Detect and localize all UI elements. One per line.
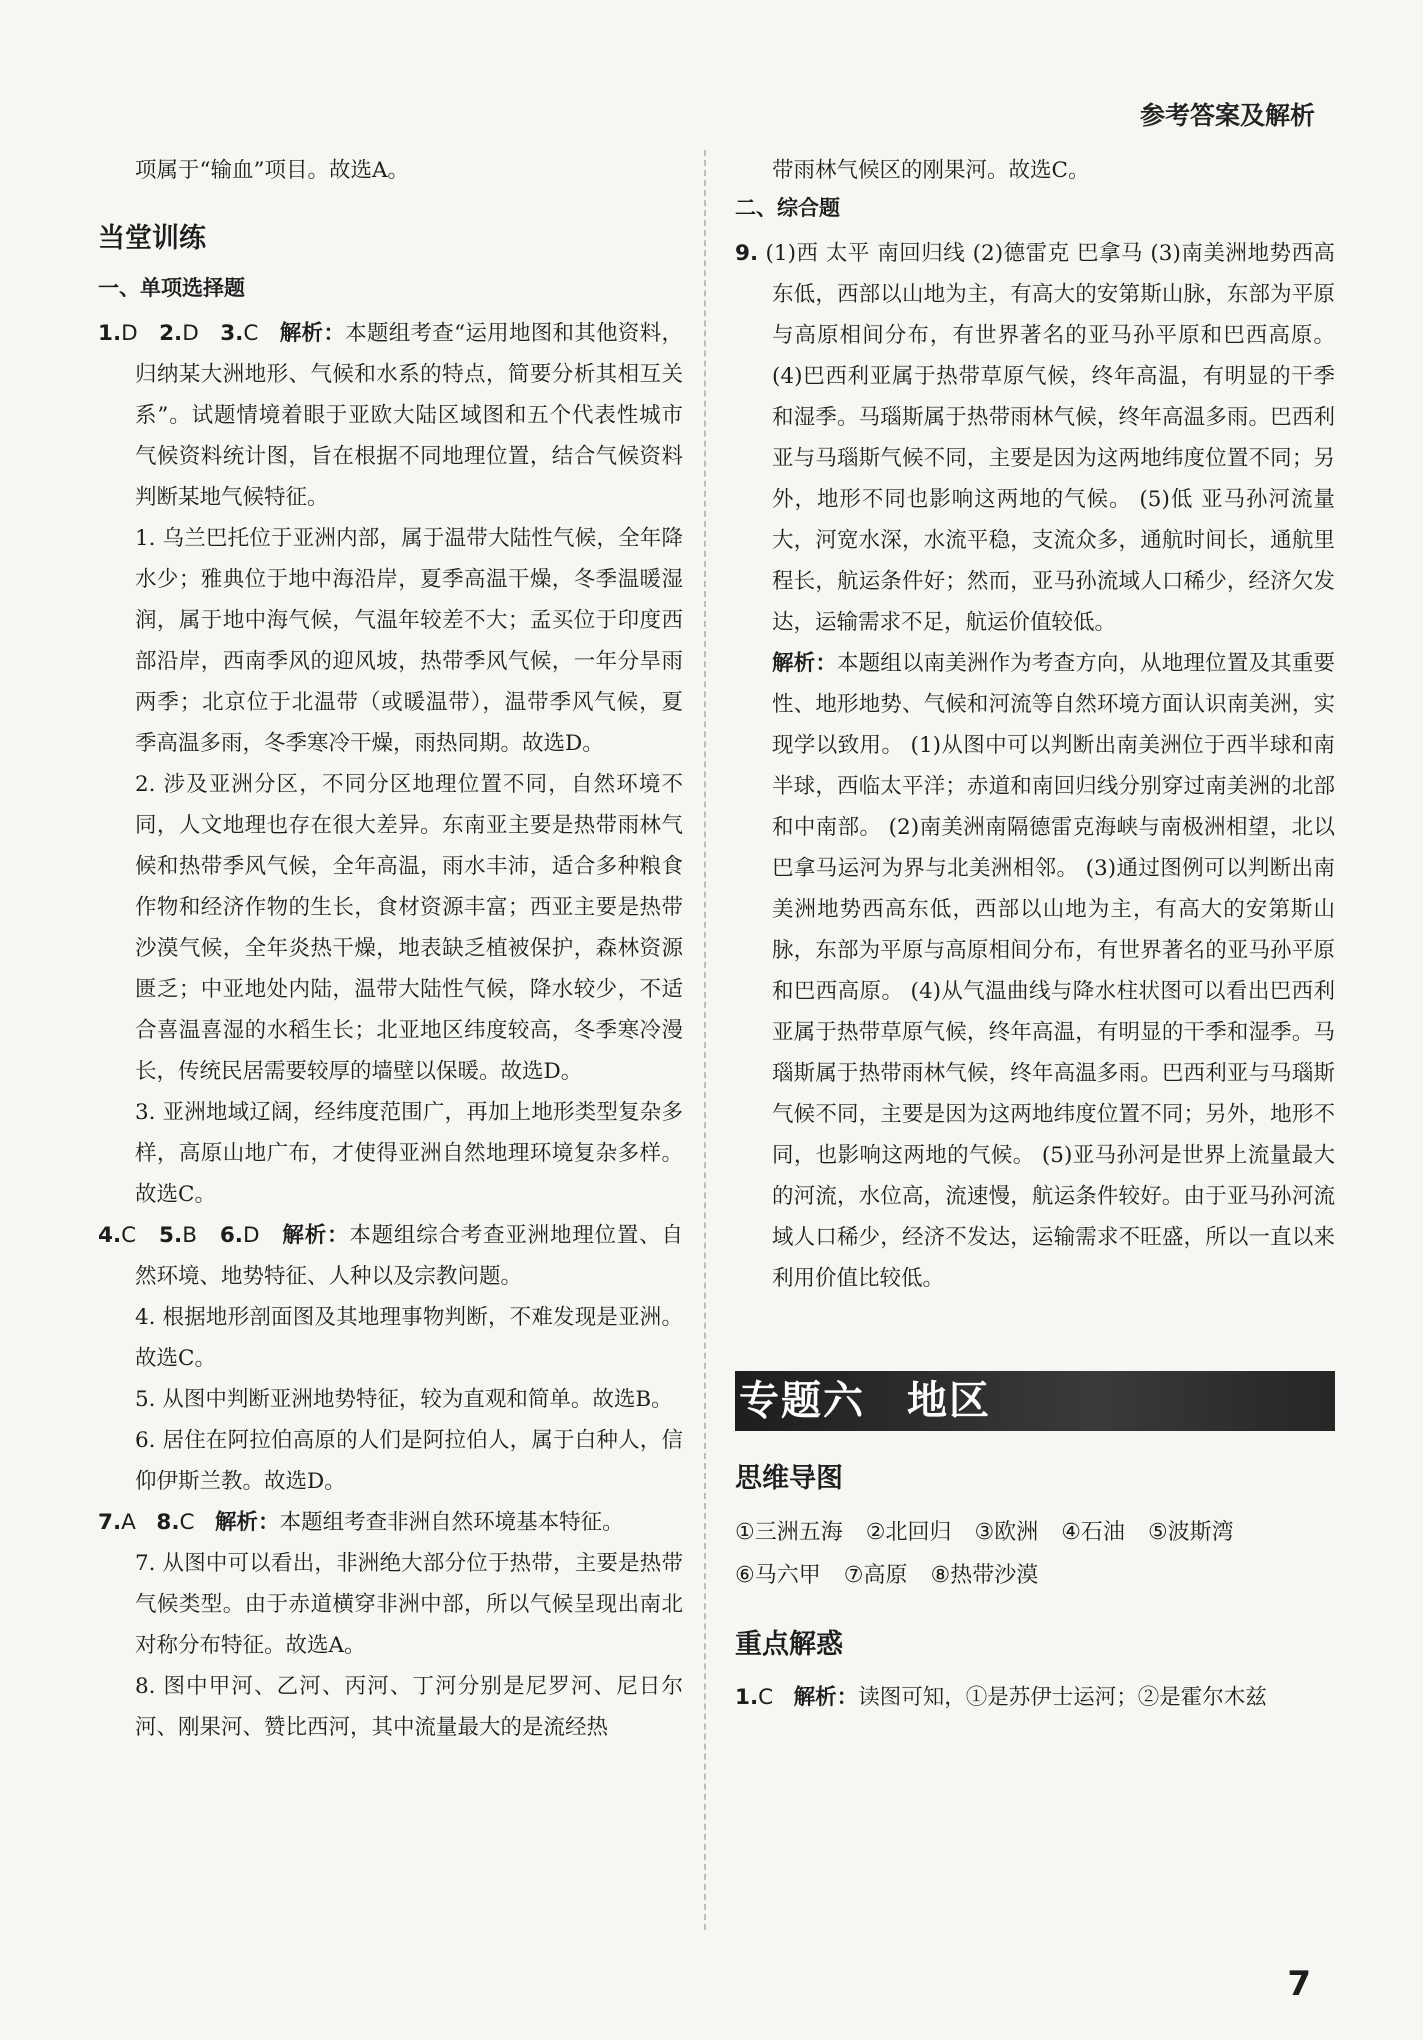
- mindmap-item: ⑧热带沙漠: [930, 1563, 1039, 1588]
- question-number: 9.: [735, 241, 759, 266]
- left-continuation-text: 项属于“输血”项目。故选A。: [135, 158, 410, 183]
- answer-choice: C: [179, 1510, 195, 1535]
- question-number: 6.: [219, 1223, 243, 1248]
- running-header: 参考答案及解析: [1139, 101, 1315, 130]
- question-9-answer: [735, 233, 1335, 643]
- question-number: 5.: [159, 1223, 183, 1248]
- focus-question-1: [735, 1677, 1335, 1718]
- subsection-title: 二、综合题: [735, 196, 840, 220]
- mindmap-item: ⑤波斯湾: [1147, 1520, 1234, 1545]
- question-number: 2.: [159, 321, 183, 346]
- question-number: 1.: [735, 1685, 759, 1710]
- explanation-paragraph: 4. 根据地形剖面图及其地理事物判断，不难发现是亚洲。故选C。: [135, 1305, 683, 1371]
- analysis-text: 本题组考查“运用地图和其他资料，归纳某大洲地形、气候和水系的特点，简要分析其相互关系”。试题情境着眼于亚欧大陆区域图和五个代表性城市气候资料统计图，旨在根据不同地理位置，结合气候资料判断某地气候特征。: [135, 321, 683, 510]
- question-number: 3.: [220, 321, 244, 346]
- mindmap-item: ⑥马六甲: [735, 1563, 821, 1588]
- answer-choice: D: [182, 321, 199, 346]
- focus-title: 重点解惑: [735, 1629, 843, 1660]
- answer-choice: B: [182, 1223, 197, 1248]
- section-title: 当堂训练: [98, 223, 206, 254]
- question-number: 1.: [98, 321, 122, 346]
- analysis-label: 解析：: [279, 321, 346, 346]
- mindmap-title: 思维导图: [735, 1463, 843, 1494]
- question-number: 8.: [156, 1510, 180, 1535]
- right-continuation-text: 带雨林气候区的刚果河。故选C。: [772, 158, 1090, 183]
- page-number: 7: [1287, 1964, 1311, 2004]
- analysis-text: 本题组考查非洲自然环境基本特征。: [279, 1510, 624, 1535]
- question-number: 7.: [98, 1510, 122, 1535]
- answer-group-1: [98, 313, 683, 518]
- analysis-text: 本题组以南美洲作为考查方向，从地理位置及其重要性、地形地势、气候和河流等自然环境方面认识南美洲，实现学以致用。 (1)从图中可以判断出南美洲位于西半球和南半球，西临太平洋；赤道和南回归线分别穿过南美洲的北部和中南部。 (2)南美洲南隔德雷克海峡与南极洲相望，北以巴拿马运河为界与北美洲相邻。 (3)通过图例可以判断出南美洲地势西高东低，西部以山地为主，有高大的安第斯山脉，东部为平原与高原相间分布，有世界著名的亚马孙平原和巴西高原。 (4)从气温曲线与降水柱状图可以看出巴西利亚属于热带草原气候，终年高温，有明显的干季和湿季。马瑙斯属于热带雨林气候，终年高温多雨。巴西利亚与马瑙斯气候不同，主要是因为这两地纬度位置不同；另外，地形不同，也影响这两地的气候。 (5)亚马孙河是世界上流量最大的河流，水位高，流速慢，航运条件较好。由于亚马孙河流域人口稀少，经济不发达，运输需求不旺盛，所以一直以来利用价值比较低。: [772, 651, 1335, 1291]
- answer-choice: C: [758, 1685, 774, 1710]
- answer-group-3: [98, 1502, 683, 1543]
- explanation-paragraph: 2. 涉及亚洲分区，不同分区地理位置不同，自然环境不同，人文地理也存在很大差异。东南亚主要是热带雨林气候和热带季风气候，全年高温，雨水丰沛，适合多种粮食作物和经济作物的生长，食材资源丰富；西亚主要是热带沙漠气候，全年炎热干燥，地表缺乏植被保护，森林资源匮乏；中亚地处内陆，温带大陆性气候，降水较少，不适合喜温喜湿的水稻生长；北亚地区纬度较高，冬季寒冷漫长，传统民居需要较厚的墙壁以保暖。故选D。: [135, 772, 683, 1084]
- analysis-label: 解析：: [793, 1685, 859, 1710]
- mindmap-answers: [735, 1511, 1335, 1597]
- explanation-paragraph: 1. 乌兰巴托位于亚洲内部，属于温带大陆性气候，全年降水少；雅典位于地中海沿岸，夏季高温干燥，冬季温暖湿润，属于地中海气候，气温年较差不大；孟买位于印度西部沿岸，西南季风的迎风坡，热带季风气候，一年分旱雨两季；北京位于北温带（或暖温带），温带季风气候，夏季高温多雨，冬季寒冷干燥，雨热同期。故选D。: [135, 526, 683, 756]
- analysis-label: 解析：: [282, 1223, 350, 1248]
- analysis-label: 解析：: [215, 1510, 280, 1535]
- mindmap-item: ③欧洲: [974, 1520, 1039, 1545]
- explanation-paragraph: 7. 从图中可以看出，非洲绝大部分位于热带，主要是热带气候类型。由于赤道横穿非洲中部，所以气候呈现出南北对称分布特征。故选A。: [135, 1551, 683, 1658]
- mindmap-item: ①三洲五海: [735, 1520, 843, 1545]
- answer-choice: A: [121, 1510, 136, 1535]
- explanation-paragraph: 3. 亚洲地域辽阔，经纬度范围广，再加上地形类型复杂多样，高原山地广布，才使得亚洲自然地理环境复杂多样。故选C。: [135, 1100, 683, 1207]
- explanation-paragraph: 8. 图中甲河、乙河、丙河、丁河分别是尼罗河、尼日尔河、刚果河、赞比西河，其中流量最大的是流经热: [135, 1674, 683, 1740]
- column-divider: [704, 150, 706, 1930]
- chapter-banner: 专题六 地区: [735, 1371, 1335, 1431]
- answer-choice: D: [121, 321, 138, 346]
- explanation-paragraph: 6. 居住在阿拉伯高原的人们是阿拉伯人，属于白种人，信仰伊斯兰教。故选D。: [135, 1428, 683, 1494]
- analysis-text: 本题组综合考查亚洲地理位置、自然环境、地势特征、人种以及宗教问题。: [135, 1223, 683, 1289]
- question-9-explanation: [735, 643, 1335, 1299]
- analysis-label: 解析：: [772, 651, 837, 676]
- answer-text: (1)西 太平 南回归线 (2)德雷克 巴拿马 (3)南美洲地势西高东低，西部以山地为主，有高大的安第斯山脉，东部为平原与高原相间分布，有世界著名的亚马孙平原和巴西高原。 (4)巴西利亚属于热带草原气候，终年高温，有明显的干季和湿季。马瑙斯属于热带雨林气候，终年高温多雨。巴西利亚与马瑙斯气候不同，主要是因为这两地纬度位置不同；另外，地形不同也影响这两地的气候。 (5)低 亚马孙河流量大，河宽水深，水流平稳，支流众多，通航时间长，通航里程长，航运条件好；然而，亚马孙流域人口稀少，经济欠发达，运输需求不足，航运价值较低。: [765, 241, 1335, 635]
- right-column: [735, 150, 1335, 1718]
- question-number: 4.: [98, 1223, 122, 1248]
- mindmap-item: ②北回归: [865, 1520, 952, 1545]
- mindmap-item: ④石油: [1061, 1520, 1125, 1545]
- answer-choice: C: [121, 1223, 137, 1248]
- left-column: [98, 150, 683, 1748]
- subsection-title: 一、单项选择题: [98, 276, 245, 300]
- mindmap-item: ⑦高原: [843, 1563, 908, 1588]
- answer-group-2: [98, 1215, 683, 1297]
- explanation-paragraph: 5. 从图中判断亚洲地势特征，较为直观和简单。故选B。: [135, 1387, 673, 1412]
- answer-choice: D: [242, 1223, 260, 1248]
- analysis-text: 读图可知，①是苏伊士运河；②是霍尔木兹: [858, 1685, 1267, 1710]
- answer-choice: C: [243, 321, 259, 346]
